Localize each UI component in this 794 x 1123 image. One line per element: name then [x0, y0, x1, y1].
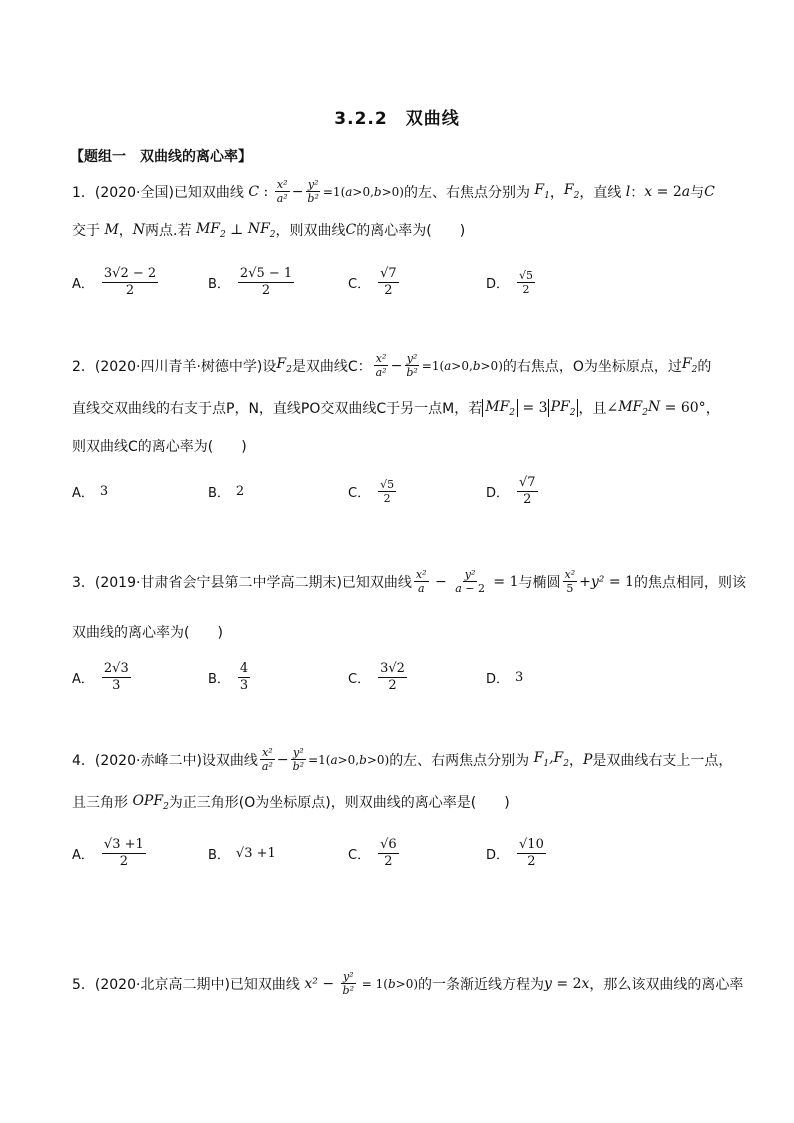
math-fraction: $\frac{\text{y²}}{a - 2}$	[455, 568, 485, 595]
option-b[interactable]: B． 2	[208, 483, 245, 501]
page-title: 3.2.2 双曲线	[334, 109, 460, 129]
option-b[interactable]: B． $\frac{4}{3}$	[208, 660, 249, 693]
question-text: 的一条渐近线方程为	[418, 976, 545, 993]
math-fraction: $\frac{\text{x²}}{\text{a²}}$	[276, 178, 288, 205]
question-2-line-2: 直线交双曲线的右支于点P，N，直线PO交双曲线C于另一点M，若 $MF_2$ = 3 $PF_2$ ，且 ∠ $MF_2N$ = 60° ，	[72, 398, 720, 418]
question-5-line-1: 5．(2020·北京高二期中)已知双曲线 x² − $\frac{\text{y²}}{\text{b²}}$ = 1(b>0) 的一条渐近线方程为 y = 2 x ，那么该双曲线的离心率	[72, 970, 744, 997]
question-text: 4．(2020·赤峰二中)设双曲线	[72, 752, 258, 769]
question-text: 是双曲线C：	[291, 358, 372, 375]
question-text: 3．(2019·甘肃省会宁县第二中学高二期末)已知双曲线	[72, 574, 412, 591]
option-b[interactable]: B． $\frac{2√5 - 1}{2}$	[208, 265, 293, 298]
question-text: ，且	[578, 401, 607, 417]
question-3-options	[72, 657, 732, 697]
question-2-line-1: 2．(2020·四川青羊·树德中学)设 $F_2$ 是双曲线C： $\frac{\text{x²}}{\text{a²}}$ − $\frac{\text{y²}}{\text{b²}}$ =1(a>0,b>0) 的右焦点，O为坐标原点，过 $F_2$ 的	[72, 352, 712, 379]
question-text: 的离心率为( )	[356, 223, 466, 239]
option-c[interactable]: C． $\frac{3√2}{2}$	[348, 660, 405, 693]
option-a[interactable]: A． $\frac{2√3}{3}$	[72, 660, 129, 693]
question-text: ，直线	[579, 184, 622, 201]
option-c[interactable]: C． $\frac{√7}{2}$	[348, 265, 397, 298]
question-text: 的	[697, 358, 712, 375]
option-a[interactable]: A． $\frac{√3 +1}{2}$	[72, 836, 144, 869]
math-fraction: $\frac{\text{y²}}{\text{b²}}$	[342, 970, 354, 997]
question-text: 的焦点相同，则该	[633, 574, 746, 591]
question-4-line-2: 且三角形 $OPF_2$ 为正三角形(O为坐标原点)，则双曲线的离心率是( )	[72, 792, 510, 812]
question-1-options	[72, 262, 732, 302]
question-text: 的左、右两焦点分别为	[389, 752, 530, 769]
question-text: 与	[690, 184, 705, 201]
math-fraction: $\frac{\text{x²}}{\text{a²}}$	[375, 352, 387, 379]
math-fraction: $\frac{\text{y²}}{\text{b²}}$	[292, 746, 305, 773]
question-4-options	[72, 833, 732, 873]
question-text: 1．(2020·全国)已知双曲线	[72, 184, 244, 201]
question-text: ，	[569, 752, 583, 769]
group-heading: 【题组一 双曲线的离心率】	[70, 149, 252, 165]
math-fraction: $\frac{\text{x²}}{\text{a²}}$	[261, 746, 273, 773]
question-text: 双曲线的离心率为( )	[72, 625, 223, 641]
option-b[interactable]: B． √3 +1	[208, 845, 276, 863]
question-text: 的右焦点，O为坐标原点，过	[502, 358, 682, 375]
question-text: 2．(2020·四川青羊·树德中学)设	[72, 358, 277, 375]
question-text: ，	[705, 401, 720, 417]
question-text: 的左、右焦点分别为	[403, 184, 530, 201]
option-d[interactable]: D． 3	[486, 669, 524, 687]
question-text: 两点.若	[145, 223, 192, 239]
question-1-line-1: 1．(2020·全国)已知双曲线 C : $\frac{\text{x²}}{\text{a²}}$ − $\frac{\text{y²}}{\text{b²}}$ =1(a>0,b>0) 的左、右焦点分别为 $F_1$ ， $F_2$ ，直线 l ： x = 2 a 与 C	[72, 178, 715, 205]
option-d[interactable]: D． $\frac{√7}{2}$	[486, 474, 536, 507]
question-text: 且三角形	[72, 795, 128, 811]
option-d[interactable]: D． $\frac{√10}{2}$	[486, 836, 544, 869]
option-c[interactable]: C． $\frac{√6}{2}$	[348, 836, 397, 869]
math-fraction: $\frac{\text{x²}}{a}$	[415, 568, 427, 595]
question-2-line-3	[72, 436, 247, 456]
question-1-line-2: 交于 M ， N 两点.若 $MF_2$ ⊥ $NF_2$ ，则双曲线 C 的离心率为( )	[72, 220, 466, 240]
question-text: ，则双曲线	[275, 223, 346, 239]
option-d[interactable]: D． $\frac{√5}{2}$	[486, 268, 534, 296]
question-text: 是双曲线右支上一点，	[592, 752, 733, 769]
math-fraction: $\frac{\text{x²}}{5}$	[564, 568, 576, 595]
question-text: ，那么该双曲线的离心率	[589, 976, 744, 993]
math-fraction: $\frac{\text{y²}}{\text{b²}}$	[406, 352, 418, 379]
option-c[interactable]: C． $\frac{√5}{2}$	[348, 477, 395, 505]
question-text: 5．(2020·北京高二期中)已知双曲线	[72, 976, 300, 993]
math-fraction: $\frac{\text{y²}}{\text{b²}}$	[307, 178, 319, 205]
question-2-options	[72, 471, 732, 511]
question-4-line-1: 4．(2020·赤峰二中)设双曲线 $\frac{\text{x²}}{\text{a²}}$ − $\frac{\text{y²}}{\text{b²}}$ =1(a>0,b>0) 的左、右两焦点分别为 $F_1,F_2$ ， P 是双曲线右支上一点，	[72, 746, 733, 773]
question-text: 直线交双曲线的右支于点P，N，直线PO交双曲线C于另一点M，若	[72, 401, 483, 417]
question-3-line-2	[72, 622, 223, 642]
question-text: 交于	[72, 223, 100, 239]
option-a[interactable]: A． $\frac{3√2 - 2}{2}$	[72, 265, 157, 298]
option-a[interactable]: A． 3	[72, 483, 109, 501]
question-text: 与椭圆	[518, 574, 561, 591]
question-text: 为正三角形(O为坐标原点)，则双曲线的离心率是( )	[168, 795, 510, 811]
question-3-line-1: 3．(2019·甘肃省会宁县第二中学高二期末)已知双曲线 $\frac{\text{x²}}{a}$ − $\frac{\text{y²}}{a - 2}$ = 1 与椭圆 $\frac{\text{x²}}{5}$ + y² = 1 的焦点相同，则该	[72, 568, 746, 595]
question-text: 则双曲线C的离心率为( )	[72, 439, 247, 455]
